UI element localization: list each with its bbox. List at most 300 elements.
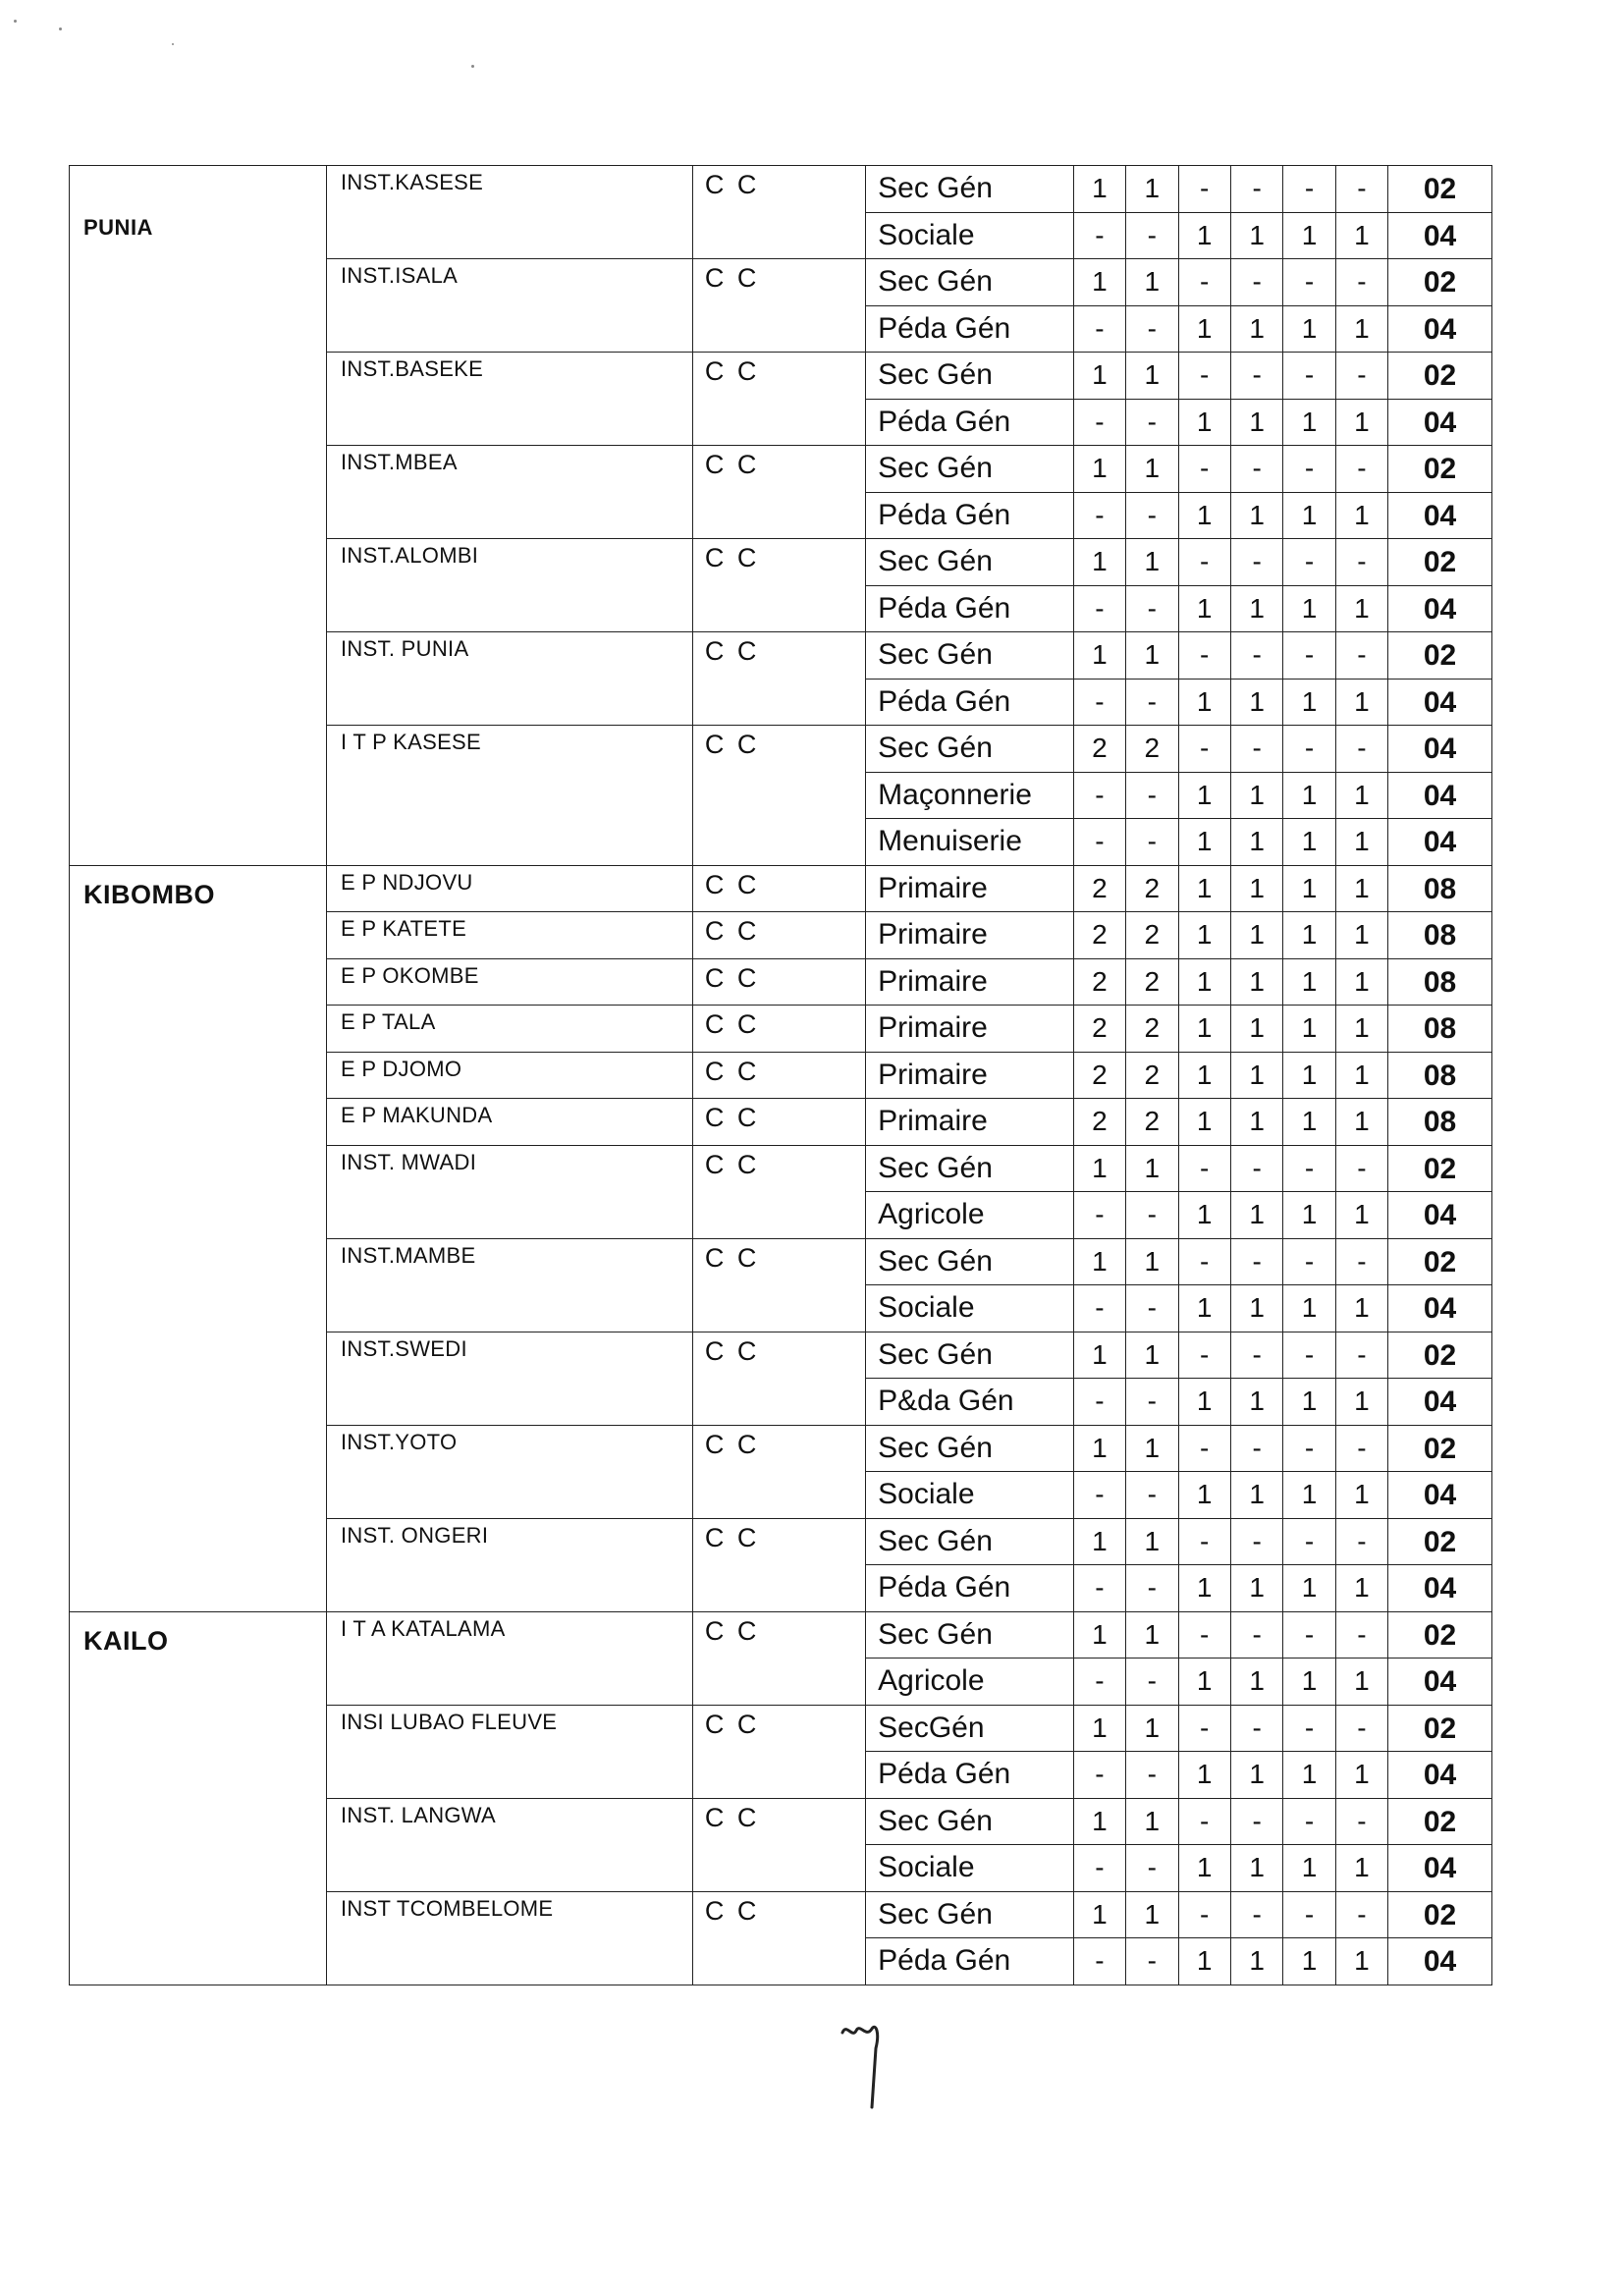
class-count-cell: [1230, 679, 1282, 726]
class-count-cell: [1126, 1705, 1178, 1752]
class-count: -: [1304, 546, 1315, 576]
option-cell: [866, 1238, 1074, 1285]
class-count-cell: [1073, 1006, 1125, 1053]
class-count-cell: [1178, 1099, 1230, 1146]
class-count-cell: [1178, 1938, 1230, 1985]
class-count: -: [1147, 685, 1157, 717]
class-count-cell: [1230, 446, 1282, 493]
school-cell: [326, 1332, 692, 1425]
class-count-cell: [1178, 632, 1230, 680]
class-count-cell: [1126, 1565, 1178, 1612]
class-count-cell: [1335, 259, 1387, 306]
class-count-cell: [1335, 1379, 1387, 1426]
class-count: 1: [1301, 1292, 1318, 1323]
class-count-cell: [1178, 212, 1230, 259]
class-count: 1: [1301, 1945, 1318, 1976]
option-name: Primaire: [878, 964, 988, 998]
total-cell: [1388, 1938, 1492, 1985]
class-count: 1: [1249, 919, 1265, 950]
class-count-cell: [1126, 539, 1178, 586]
option-cell: [866, 772, 1074, 819]
class-count: 1: [1092, 266, 1108, 297]
option-cell: [866, 1332, 1074, 1379]
total-value: 02: [1423, 1712, 1457, 1745]
table-row: [70, 865, 1492, 912]
class-count-cell: [1073, 446, 1125, 493]
total-cell: [1388, 632, 1492, 680]
class-count: -: [1147, 826, 1157, 856]
class-count: -: [1095, 499, 1105, 530]
class-count: 1: [1092, 1898, 1108, 1930]
class-count: 2: [1144, 965, 1161, 997]
class-count-cell: [1335, 492, 1387, 539]
territory-name: PUNIA: [83, 215, 153, 240]
class-count-cell: [1230, 539, 1282, 586]
option-name: Agricole: [878, 1198, 985, 1230]
class-count: -: [1357, 1338, 1367, 1370]
class-count-cell: [1073, 1379, 1125, 1426]
class-count-cell: [1230, 259, 1282, 306]
total-cell: [1388, 259, 1492, 306]
regime-code: C C: [704, 1335, 760, 1366]
option-name: Sec Gén: [878, 1151, 993, 1184]
class-count-cell: [1178, 1006, 1230, 1053]
regime-cell: [692, 726, 865, 866]
class-count: 2: [1144, 919, 1161, 950]
class-count: -: [1147, 779, 1157, 810]
school-cell: [326, 1238, 692, 1332]
class-count: 1: [1249, 1292, 1265, 1323]
regime-cell: [692, 166, 865, 259]
class-count: 1: [1144, 639, 1161, 670]
class-count-cell: [1230, 1845, 1282, 1892]
school-name: E P OKOMBE: [340, 962, 479, 988]
class-count-cell: [1230, 865, 1282, 912]
regime-cell: [692, 446, 865, 539]
total-value: 02: [1423, 1245, 1457, 1278]
option-name: Péda Gén: [878, 1571, 1011, 1604]
school-cell: [326, 1425, 692, 1518]
option-cell: [866, 1052, 1074, 1099]
territory-cell: [70, 1611, 327, 1985]
option-cell: [866, 1565, 1074, 1612]
option-name: Péda Gén: [878, 1944, 1011, 1977]
class-count-cell: [1283, 585, 1335, 632]
class-count: 1: [1249, 1852, 1265, 1882]
class-count: 1: [1196, 1386, 1213, 1416]
scan-speck: [14, 20, 17, 23]
class-count: -: [1095, 1665, 1105, 1696]
class-count-cell: [1283, 726, 1335, 773]
total-cell: [1388, 1099, 1492, 1146]
school-name: INST.KASESE: [340, 170, 484, 194]
scan-speck: [59, 27, 62, 30]
total-value: 02: [1423, 1618, 1457, 1652]
class-count: -: [1304, 1618, 1315, 1650]
regime-code: C C: [704, 730, 760, 759]
class-count-cell: [1230, 1332, 1282, 1379]
class-count: 1: [1196, 1059, 1213, 1090]
class-count-cell: [1335, 726, 1387, 773]
schools-table: [69, 165, 1492, 1985]
class-count-cell: [1230, 772, 1282, 819]
regime-code: C C: [704, 1009, 760, 1039]
class-count-cell: [1283, 1006, 1335, 1053]
class-count: -: [1095, 219, 1105, 250]
class-count-cell: [1283, 259, 1335, 306]
option-name: Sociale: [878, 1851, 975, 1883]
class-count-cell: [1126, 958, 1178, 1006]
class-count-cell: [1126, 259, 1178, 306]
class-count-cell: [1283, 1845, 1335, 1892]
regime-cell: [692, 1099, 865, 1146]
class-count-cell: [1283, 679, 1335, 726]
class-count-cell: [1178, 865, 1230, 912]
class-count: 1: [1092, 1152, 1108, 1183]
total-cell: [1388, 1425, 1492, 1472]
regime-code: C C: [704, 450, 760, 479]
class-count-cell: [1126, 1285, 1178, 1332]
class-count-cell: [1283, 1192, 1335, 1239]
option-cell: [866, 1192, 1074, 1239]
class-count-cell: [1073, 912, 1125, 959]
class-count-cell: [1230, 1611, 1282, 1659]
school-name: INST.ALOMBI: [340, 543, 479, 568]
class-count-cell: [1335, 446, 1387, 493]
total-value: 04: [1423, 1386, 1457, 1418]
class-count-cell: [1073, 726, 1125, 773]
class-count: 1: [1144, 1525, 1161, 1556]
option-cell: [866, 399, 1074, 446]
class-count: 1: [1354, 1292, 1370, 1323]
class-count-cell: [1335, 166, 1387, 213]
school-cell: [326, 1891, 692, 1985]
option-name: Sociale: [878, 1478, 975, 1510]
school-name: INST.MAMBE: [340, 1242, 476, 1268]
class-count: 1: [1144, 173, 1161, 203]
class-count-cell: [1335, 1891, 1387, 1938]
class-count-cell: [1126, 1145, 1178, 1192]
total-cell: [1388, 399, 1492, 446]
class-count: 1: [1249, 1012, 1265, 1043]
option-name: Primaire: [878, 918, 988, 951]
regime-cell: [692, 259, 865, 353]
class-count: 1: [1249, 1572, 1265, 1603]
school-cell: [326, 912, 692, 959]
regime-code: C C: [704, 356, 760, 386]
class-count: 1: [1249, 685, 1265, 717]
total-cell: [1388, 1845, 1492, 1892]
class-count: 2: [1144, 1012, 1161, 1043]
class-count: 1: [1354, 219, 1370, 250]
class-count: 2: [1092, 1059, 1108, 1090]
class-count: -: [1147, 499, 1157, 530]
option-name: Primaire: [878, 1058, 988, 1091]
class-count: 1: [1301, 406, 1318, 437]
table-row: [70, 166, 1492, 213]
total-value: 04: [1423, 1665, 1457, 1698]
class-count: -: [1200, 639, 1210, 670]
class-count: 1: [1144, 266, 1161, 297]
total-cell: [1388, 1891, 1492, 1938]
class-count-cell: [1126, 305, 1178, 353]
class-count: -: [1200, 359, 1210, 390]
option-name: Sec Gén: [878, 638, 993, 671]
total-cell: [1388, 166, 1492, 213]
class-count-cell: [1335, 212, 1387, 259]
class-count-cell: [1283, 1145, 1335, 1192]
class-count-cell: [1230, 399, 1282, 446]
class-count-cell: [1335, 353, 1387, 400]
class-count-cell: [1073, 1145, 1125, 1192]
class-count: 1: [1354, 1386, 1370, 1416]
total-cell: [1388, 912, 1492, 959]
school-name: E P KATETE: [340, 916, 467, 941]
class-count-cell: [1178, 539, 1230, 586]
option-name: Péda Gén: [878, 591, 1011, 625]
option-cell: [866, 632, 1074, 680]
class-count: -: [1200, 733, 1210, 763]
class-count: -: [1357, 1432, 1367, 1463]
class-count: -: [1304, 1898, 1315, 1930]
class-count: -: [1147, 406, 1157, 437]
class-count: -: [1252, 453, 1262, 483]
total-value: 08: [1423, 872, 1457, 905]
class-count: 1: [1144, 1245, 1161, 1277]
class-count-cell: [1178, 679, 1230, 726]
class-count: 1: [1249, 1945, 1265, 1976]
total-cell: [1388, 539, 1492, 586]
territory-name: KAILO: [83, 1625, 169, 1656]
class-count-cell: [1283, 1752, 1335, 1799]
option-cell: [866, 166, 1074, 213]
class-count: -: [1200, 1152, 1210, 1183]
class-count: 2: [1092, 872, 1108, 903]
class-count-cell: [1335, 1099, 1387, 1146]
class-count: -: [1095, 1945, 1105, 1976]
class-count-cell: [1335, 1472, 1387, 1519]
class-count-cell: [1126, 1845, 1178, 1892]
total-cell: [1388, 1006, 1492, 1053]
class-count-cell: [1283, 1659, 1335, 1706]
option-name: Péda Gén: [878, 405, 1011, 438]
class-count: -: [1095, 406, 1105, 437]
class-count: -: [1252, 266, 1262, 297]
class-count: -: [1200, 173, 1210, 203]
total-value: 04: [1423, 499, 1457, 532]
option-name: Maçonnerie: [878, 778, 1032, 811]
class-count: 1: [1092, 453, 1108, 483]
class-count-cell: [1283, 1052, 1335, 1099]
class-count-cell: [1178, 1332, 1230, 1379]
class-count: 1: [1144, 359, 1161, 390]
class-count: -: [1252, 1525, 1262, 1556]
territory-cell: [70, 166, 327, 866]
class-count: 1: [1196, 1759, 1213, 1789]
class-count-cell: [1178, 912, 1230, 959]
class-count-cell: [1230, 305, 1282, 353]
total-cell: [1388, 305, 1492, 353]
class-count-cell: [1230, 632, 1282, 680]
class-count-cell: [1126, 632, 1178, 680]
class-count-cell: [1230, 1705, 1282, 1752]
option-name: Péda Gén: [878, 684, 1011, 718]
class-count-cell: [1335, 1518, 1387, 1565]
class-count: 1: [1196, 1852, 1213, 1882]
class-count: 2: [1144, 872, 1161, 903]
class-count-cell: [1073, 1238, 1125, 1285]
class-count-cell: [1073, 1192, 1125, 1239]
class-count-cell: [1126, 1052, 1178, 1099]
regime-cell: [692, 1006, 865, 1053]
class-count: 1: [1354, 965, 1370, 997]
class-count: 1: [1196, 1945, 1213, 1976]
class-count: 1: [1196, 1479, 1213, 1509]
option-name: Primaire: [878, 1011, 988, 1044]
total-value: 02: [1423, 1432, 1457, 1465]
total-value: 02: [1423, 1898, 1457, 1931]
class-count: -: [1304, 453, 1315, 483]
option-name: Menuiserie: [878, 825, 1022, 857]
class-count-cell: [1073, 353, 1125, 400]
class-count-cell: [1073, 1052, 1125, 1099]
class-count-cell: [1178, 1798, 1230, 1845]
class-count-cell: [1283, 772, 1335, 819]
class-count-cell: [1283, 912, 1335, 959]
class-count-cell: [1335, 912, 1387, 959]
option-cell: [866, 353, 1074, 400]
regime-code: C C: [704, 916, 760, 946]
class-count-cell: [1335, 865, 1387, 912]
class-count-cell: [1335, 1705, 1387, 1752]
class-count: -: [1095, 826, 1105, 856]
class-count: -: [1357, 173, 1367, 203]
class-count-cell: [1230, 1052, 1282, 1099]
class-count: -: [1252, 733, 1262, 763]
option-name: Primaire: [878, 1105, 988, 1137]
class-count: 1: [1249, 826, 1265, 856]
class-count: 1: [1354, 1012, 1370, 1043]
option-cell: [866, 865, 1074, 912]
class-count: 2: [1092, 965, 1108, 997]
total-value: 04: [1423, 733, 1457, 765]
class-count-cell: [1073, 166, 1125, 213]
class-count-cell: [1230, 492, 1282, 539]
class-count-cell: [1283, 1518, 1335, 1565]
class-count: -: [1200, 1245, 1210, 1277]
regime-code: C C: [704, 1895, 760, 1926]
option-cell: [866, 539, 1074, 586]
class-count-cell: [1073, 305, 1125, 353]
school-name: E P TALA: [340, 1009, 436, 1034]
class-count-cell: [1335, 1611, 1387, 1659]
option-cell: [866, 958, 1074, 1006]
class-count: -: [1357, 1618, 1367, 1650]
class-count: -: [1357, 359, 1367, 390]
total-value: 04: [1423, 1199, 1457, 1231]
school-cell: [326, 166, 692, 259]
scan-speck: [172, 43, 174, 45]
class-count-cell: [1230, 1565, 1282, 1612]
class-count: 1: [1196, 779, 1213, 810]
class-count: 1: [1144, 453, 1161, 483]
class-count-cell: [1178, 1285, 1230, 1332]
class-count-cell: [1230, 1285, 1282, 1332]
class-count-cell: [1178, 819, 1230, 866]
class-count-cell: [1178, 1611, 1230, 1659]
class-count: 1: [1092, 1525, 1108, 1556]
class-count: 1: [1092, 359, 1108, 390]
scan-speck: [471, 65, 474, 68]
total-value: 04: [1423, 685, 1457, 719]
class-count: 1: [1249, 1479, 1265, 1509]
total-value: 02: [1423, 359, 1457, 392]
class-count-cell: [1335, 819, 1387, 866]
class-count: 1: [1092, 639, 1108, 670]
class-count-cell: [1230, 1145, 1282, 1192]
class-count-cell: [1335, 585, 1387, 632]
total-cell: [1388, 1238, 1492, 1285]
option-cell: [866, 259, 1074, 306]
class-count: -: [1200, 1712, 1210, 1743]
class-count-cell: [1126, 492, 1178, 539]
class-count-cell: [1283, 632, 1335, 680]
class-count: -: [1147, 1479, 1157, 1509]
class-count-cell: [1335, 1659, 1387, 1706]
class-count-cell: [1283, 166, 1335, 213]
option-name: Primaire: [878, 871, 988, 904]
class-count-cell: [1178, 259, 1230, 306]
class-count-cell: [1178, 1238, 1230, 1285]
class-count: -: [1095, 592, 1105, 624]
class-count: -: [1200, 1432, 1210, 1463]
class-count: 1: [1249, 312, 1265, 344]
school-cell: [326, 1145, 692, 1238]
class-count-cell: [1073, 212, 1125, 259]
total-value: 04: [1423, 1572, 1457, 1604]
class-count-cell: [1283, 399, 1335, 446]
class-count: -: [1357, 1152, 1367, 1183]
option-cell: [866, 912, 1074, 959]
class-count-cell: [1230, 726, 1282, 773]
class-count: -: [1095, 1292, 1105, 1323]
total-value: 04: [1423, 312, 1457, 346]
class-count-cell: [1073, 1518, 1125, 1565]
class-count: -: [1200, 1805, 1210, 1836]
class-count: 1: [1144, 1618, 1161, 1650]
class-count: 1: [1249, 965, 1265, 997]
total-cell: [1388, 1285, 1492, 1332]
regime-cell: [692, 1145, 865, 1238]
class-count: 1: [1301, 1665, 1318, 1696]
class-count: 1: [1354, 1479, 1370, 1509]
class-count: -: [1095, 1759, 1105, 1789]
class-count: 1: [1196, 1292, 1213, 1323]
total-value: 04: [1423, 1292, 1457, 1325]
option-cell: [866, 446, 1074, 493]
class-count: -: [1200, 1618, 1210, 1650]
class-count-cell: [1073, 1565, 1125, 1612]
class-count-cell: [1230, 1518, 1282, 1565]
class-count: -: [1357, 639, 1367, 670]
school-name: INSI LUBAO FLEUVE: [340, 1709, 558, 1734]
total-cell: [1388, 726, 1492, 773]
total-cell: [1388, 1565, 1492, 1612]
class-count-cell: [1178, 492, 1230, 539]
option-cell: [866, 305, 1074, 353]
option-cell: [866, 1659, 1074, 1706]
option-name: Péda Gén: [878, 311, 1011, 345]
